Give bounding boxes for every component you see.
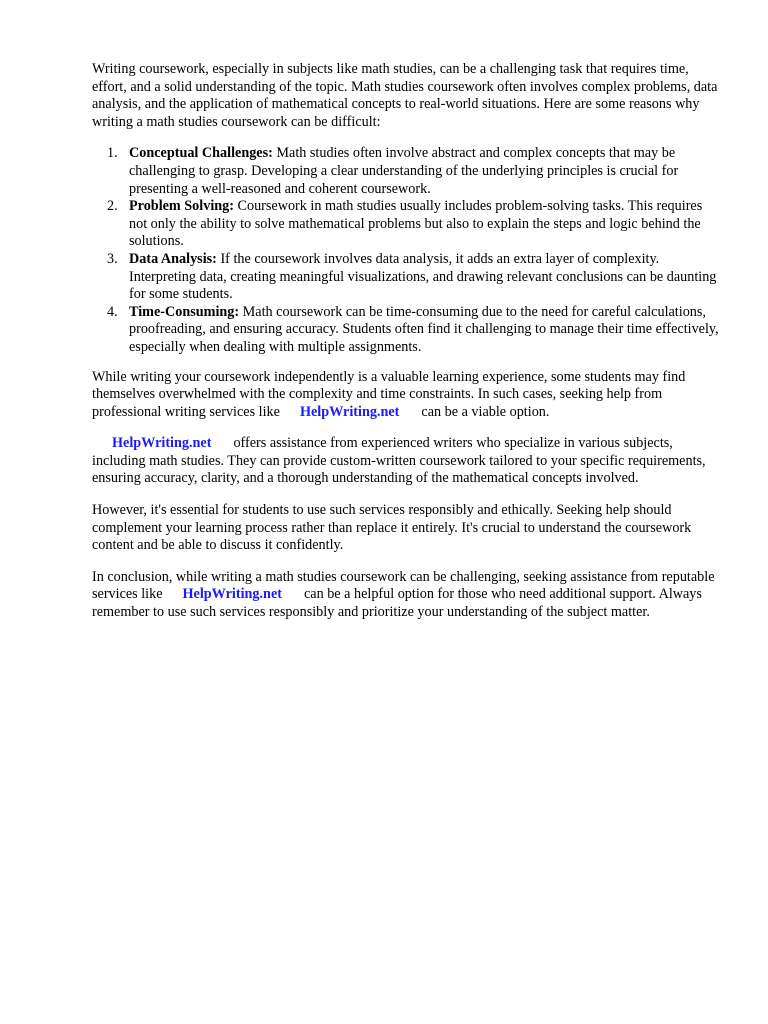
ethics-paragraph: However, it's essential for students to use such services responsibly and ethically. Seeking help should complement your learning process rather than replace it entirely. It's crucial to understand the coursework content and be able to discuss it confidently.	[92, 502, 692, 554]
list-item-number: 2.	[107, 198, 118, 215]
list-item-text: Math studies often involve abstract and complex concepts that may be challenging to grasp. Developing a clear understanding of the underlying principles is crucial for presenting a well-reasoned and coherent coursework.	[129, 145, 679, 197]
list-item	[92, 145, 722, 198]
helpwriting-link[interactable]: HelpWriting.net	[112, 435, 212, 452]
list-item-text: If the coursework involves data analysis, it adds an extra layer of complexity. Interpreting data, creating meaningful visualizations, and drawing relevant conclusions can be daunting for some students.	[129, 250, 717, 303]
list-item-number: 1.	[107, 145, 118, 162]
conclusion-text-end: can be a helpful option for those who need additional support. Always remember to use such services responsibly and prioritize your understanding of the subject matter.	[92, 586, 702, 621]
list-item-number: 3.	[107, 250, 118, 267]
list-item	[92, 304, 722, 357]
list-item-term: Conceptual Challenges:	[129, 145, 273, 162]
helpwriting-link[interactable]: HelpWriting.net	[182, 586, 282, 603]
reasons-list	[92, 145, 722, 356]
list-item-term: Data Analysis:	[129, 250, 217, 267]
services-text: While writing your coursework independently is a valuable learning experience, some students may find themselves overwhelmed with the complexity and time constraints. In such cases, seeking help from professional writing services like	[92, 368, 686, 420]
conclusion-text: In conclusion, while writing a math studies coursework can be challenging, seeking assistance from reputable services like	[92, 568, 715, 603]
helpwriting-link[interactable]: HelpWriting.net	[299, 403, 400, 420]
list-item	[92, 198, 722, 251]
list-item-text: Coursework in math studies usually includes problem-solving tasks. This requires not only the ability to solve mathematical problems but also to explain the steps and logic behind the solutions.	[129, 198, 703, 250]
offer-paragraph	[92, 435, 722, 488]
list-item-number: 4.	[107, 303, 118, 320]
list-item-term: Time-Consuming:	[129, 303, 240, 320]
list-item-term: Problem Solving:	[129, 198, 234, 215]
services-text-end: can be a viable option.	[421, 403, 550, 420]
document-page	[92, 61, 722, 636]
list-item-text: Math coursework can be time-consuming due to the need for careful calculations, proofreading, and ensuring accuracy. Students often find it challenging to manage their time effectively, especially when dealing with multiple assignments.	[129, 303, 719, 355]
list-item	[92, 251, 722, 304]
intro-paragraph: Writing coursework, especially in subjects like math studies, can be a challenging task that requires time, effort, and a solid understanding of the topic. Math studies coursework often involves complex problems, data analysis, and the application of mathematical concepts to real-world situations. Here are some reasons why writing a math studies coursework can be difficult:	[92, 61, 718, 130]
offer-text: offers assistance from experienced writers who specialize in various subjects, including math studies. They can provide custom-written coursework tailored to your specific requirements, ensuring accuracy, clarity, and a thorough understanding of the mathematical concepts involved.	[92, 435, 706, 487]
conclusion-paragraph	[92, 569, 722, 622]
services-paragraph	[92, 369, 722, 422]
